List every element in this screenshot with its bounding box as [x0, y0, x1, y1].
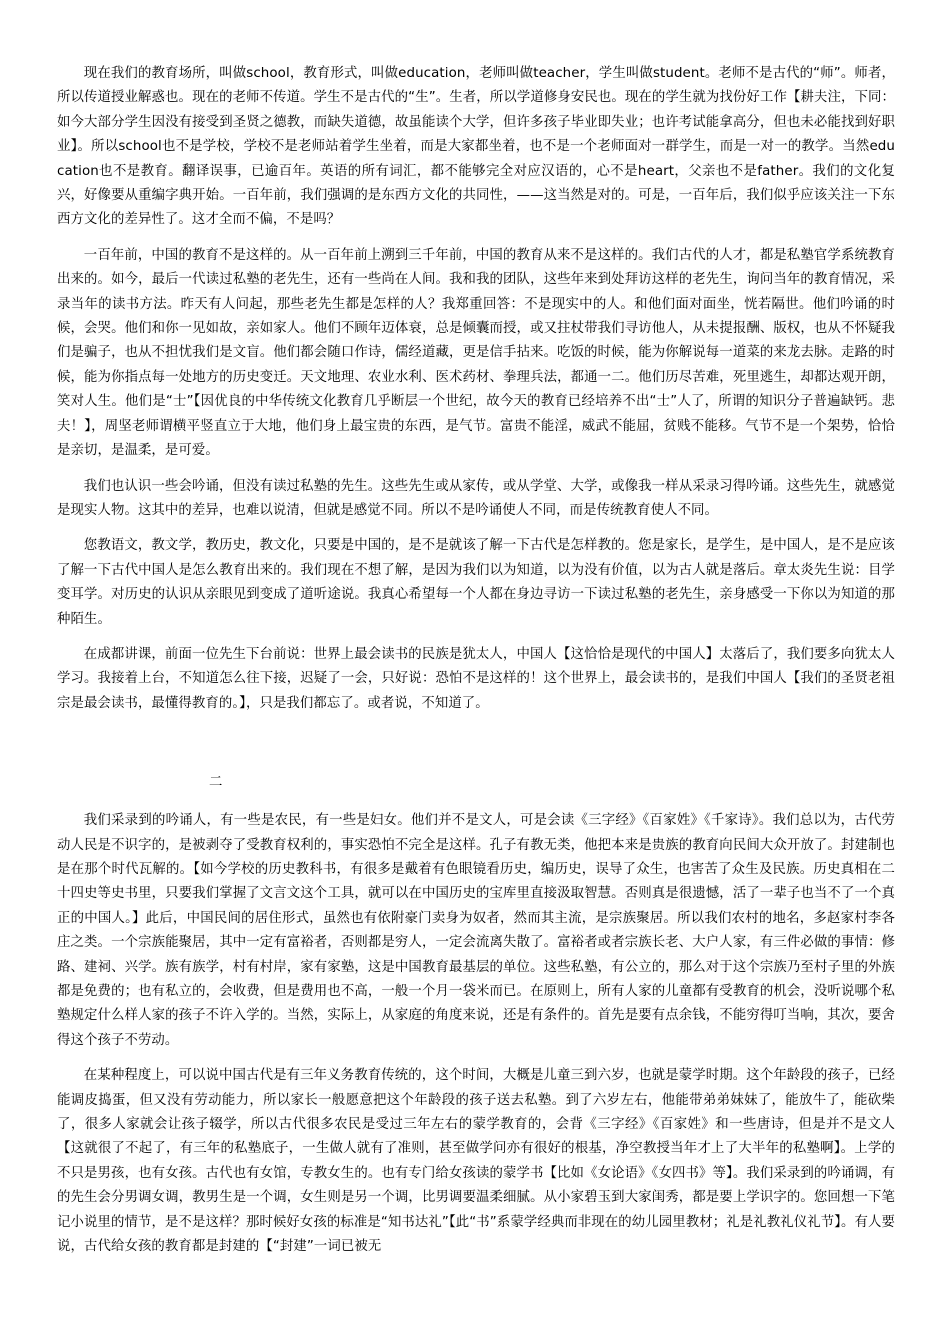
paragraph: 我们采录到的吟诵人，有一些是农民，有一些是妇女。他们并不是文人，可是会读《三字经》《百家姓》《千家诗》。我们总以为，古代劳动人民是不识字的，是被剥夺了受教育权利的，事实恐怕不完全是这样。孔子有教无类，他把本来是贵族的教育向民间大众开放了。封建制也是在那个时代瓦解的。【如今学校的历史教科书，有很多是戴着有色眼镜看历史，编历史，误导了众生，也害苦了众生及民族。历史真相在二十四史等史书里，只要我们掌握了文言文这个工具，就可以在中国历史的宝库里直接汲取智慧。否则真是很遗憾，活了一辈子也当不了一个真正的中国人。】此后，中国民间的居住形式，虽然也有依附豪门卖身为奴者，然而其主流，是宗族聚居。所以我们农村的地名，多赵家村李各庄之类。一个宗族能聚居，其中一定有富裕者，否则都是穷人，一定会流离失散了。富裕者或者宗族长老、大户人家，有三件必做的事情：修路、建祠、兴学。族有族学，村有村岸，家有家塾，这是中国教育最基层的单位。这些私塾，有公立的，那么对于这个宗族乃至村子里的外族都是免费的；也有私立的，会收费，但是费用也不高，一般一个月一袋米而已。在原则上，所有人家的儿童都有受教育的机会，没听说哪个私塾规定什么样人家的孩子不许入学的。当然，实际上，从家庭的角度来说，还是有条件的。首先是要有点余钱，不能穷得叮当响，其次，要舍得这个孩子不劳动。 — [57, 813, 895, 1048]
section-one — [57, 62, 895, 716]
paragraph: 在某种程度上，可以说中国古代是有三年义务教育传统的，这个时间，大概是儿童三到六岁，也就是蒙学时期。这个年龄段的孩子，已经能调皮捣蛋，但又没有劳动能力，所以家长一般愿意把这个年龄段的孩子送去私塾。到了六岁左右，他能带弟弟妹妹了，能放牛了，能砍柴了，很多人家就会让孩子辍学，所以古代很多农民是受过三年左右的蒙学教育的，会背《三字经》《百家姓》和一些唐诗，但是并不是文人【这就很了不起了，有三年的私塾底子，一生做人就有了准则，甚至做学问亦有很好的根基，净空教授当年才上了大半年的私塾啊】。上学的不只是男孩，也有女孩。古代也有女馆，专教女生的。也有专门给女孩读的蒙学书【比如《女论语》《女四书》等】。我们采录到的吟诵调，有的先生会分男调女调，教男生是一个调，女生则是另一个调，比男调要温柔细腻。从小家碧玉到大家闺秀，都是要上学识字的。您回想一下笔记小说里的情节，是不是这样？那时候好女孩的标准是“知书达礼”【此“书”系蒙学经典而非现在的幼儿园里教材；礼是礼教礼仪礼节】。有人要说，古代给女孩的教育都是封建的【“封建”一词已被无 — [57, 1068, 895, 1255]
paragraph: 我们也认识一些会吟诵，但没有读过私塾的先生。这些先生或从家传，或从学堂、大学，或像我一样从采录习得吟诵。这些先生，就感觉是现实人物。这其中的差异，也难以说清，但就是感觉不同。所以不是吟诵使人不同，而是传统教育使人不同。 — [57, 478, 895, 518]
paragraph: 您教语文，教文学，教历史，教文化，只要是中国的，是不是就该了解一下古代是怎样教的。您是家长，是学生，是中国人，是不是应该了解一下古代中国人是怎么教育出来的。我们现在不想了解，是因为我们以为知道，以为没有价值，以为古人就是落后。章太炎先生说：目学变耳学。对历史的认识从亲眼见到变成了道听途说。我真心希望每一个人都在身边寻访一下读过私塾的老先生，亲身感受一下你以为知道的那种陌生。 — [57, 538, 895, 627]
paragraph: 现在我们的教育场所，叫做school，教育形式，叫做education，老师叫做teacher，学生叫做student。老师不是古代的“师”。师者，所以传道授业解惑也。现在的老师不传道。学生不是古代的“生”。生者，所以学道修身安民也。现在的学生就为找份好工作【耕夫注，下同：如今大部分学生因没有接受到圣贤之德教，而缺失道德，故虽能读个大学，但许多孩子毕业即失业；也许考试能拿高分，但也未必能找到好职业】。所以school也不是学校，学校不是老师站着学生坐着，而是大家都坐着，也不是一个老师面对一群学生，而是一对一的教学。当然education也不是教育。翻译误事，已逾百年。英语的所有词汇，都不能够完全对应汉语的，心不是heart，父亲也不是father。我们的文化复兴，好像要从重编字典开始。一百年前，我们强调的是东西方文化的共同性，——这当然是对的。可是，一百年后，我们似乎应该关注一下东西方文化的差异性了。这才全而不偏，不是吗？ — [57, 66, 895, 228]
paragraph: 在成都讲课，前面一位先生下台前说：世界上最会读书的民族是犹太人，中国人【这恰恰是现代的中国人】太落后了，我们要多向犹太人学习。我接着上台，不知道怎么往下接，迟疑了一会，只好说：恐怕不是这样的！这个世界上，最会读书的，是我们中国人【我们的圣贤老祖宗是最会读书，最懂得教育的。】，只是我们都忘了。或者说，不知道了。 — [57, 646, 895, 711]
paragraph: 一百年前，中国的教育不是这样的。从一百年前上溯到三千年前，中国的教育从来不是这样的。我们古代的人才，都是私塾官学系统教育出来的。如今，最后一代读过私塾的老先生，还有一些尚在人间。我和我的团队，这些年来到处拜访这样的老先生，询问当年的教育情况，采录当年的读书方法。昨天有人问起，那些老先生都是怎样的人？我郑重回答：不是现实中的人。和他们面对面坐，恍若隔世。他们吟诵的时候，会哭。他们和你一见如故，亲如家人。他们不顾年迈体衰，总是倾囊而授，或又拄杖带我们寻访他人，从未提报酬、版权，也从不怀疑我们是骗子，也从不担忧我们是文盲。他们都会随口作诗，儒经道藏，更是信手拈来。吃饭的时候，能为你解说每一道菜的来龙去脉。走路的时候，能为你指点每一处地方的历史变迁。天文地理、农业水利、医术药材、拳理兵法，都通一二。他们历尽苦难，死里逃生，却都达观开朗，笑对人生。他们是“士”【因优良的中华传统文化教育几乎断层一个世纪，故今天的教育已经培养不出“士”人了，所谓的知识分子普遍缺钙。悲夫！】，周坚老师谓横平竖直立于大地，他们身上最宝贵的东西，是气节。富贵不能淫，威武不能屈，贫贱不能移。气节不是一个架势，恰恰是亲切，是温柔，是可爱。 — [57, 247, 895, 459]
document-page — [57, 62, 895, 1270]
section-two — [57, 809, 895, 1259]
section-heading: 二 — [209, 775, 223, 791]
